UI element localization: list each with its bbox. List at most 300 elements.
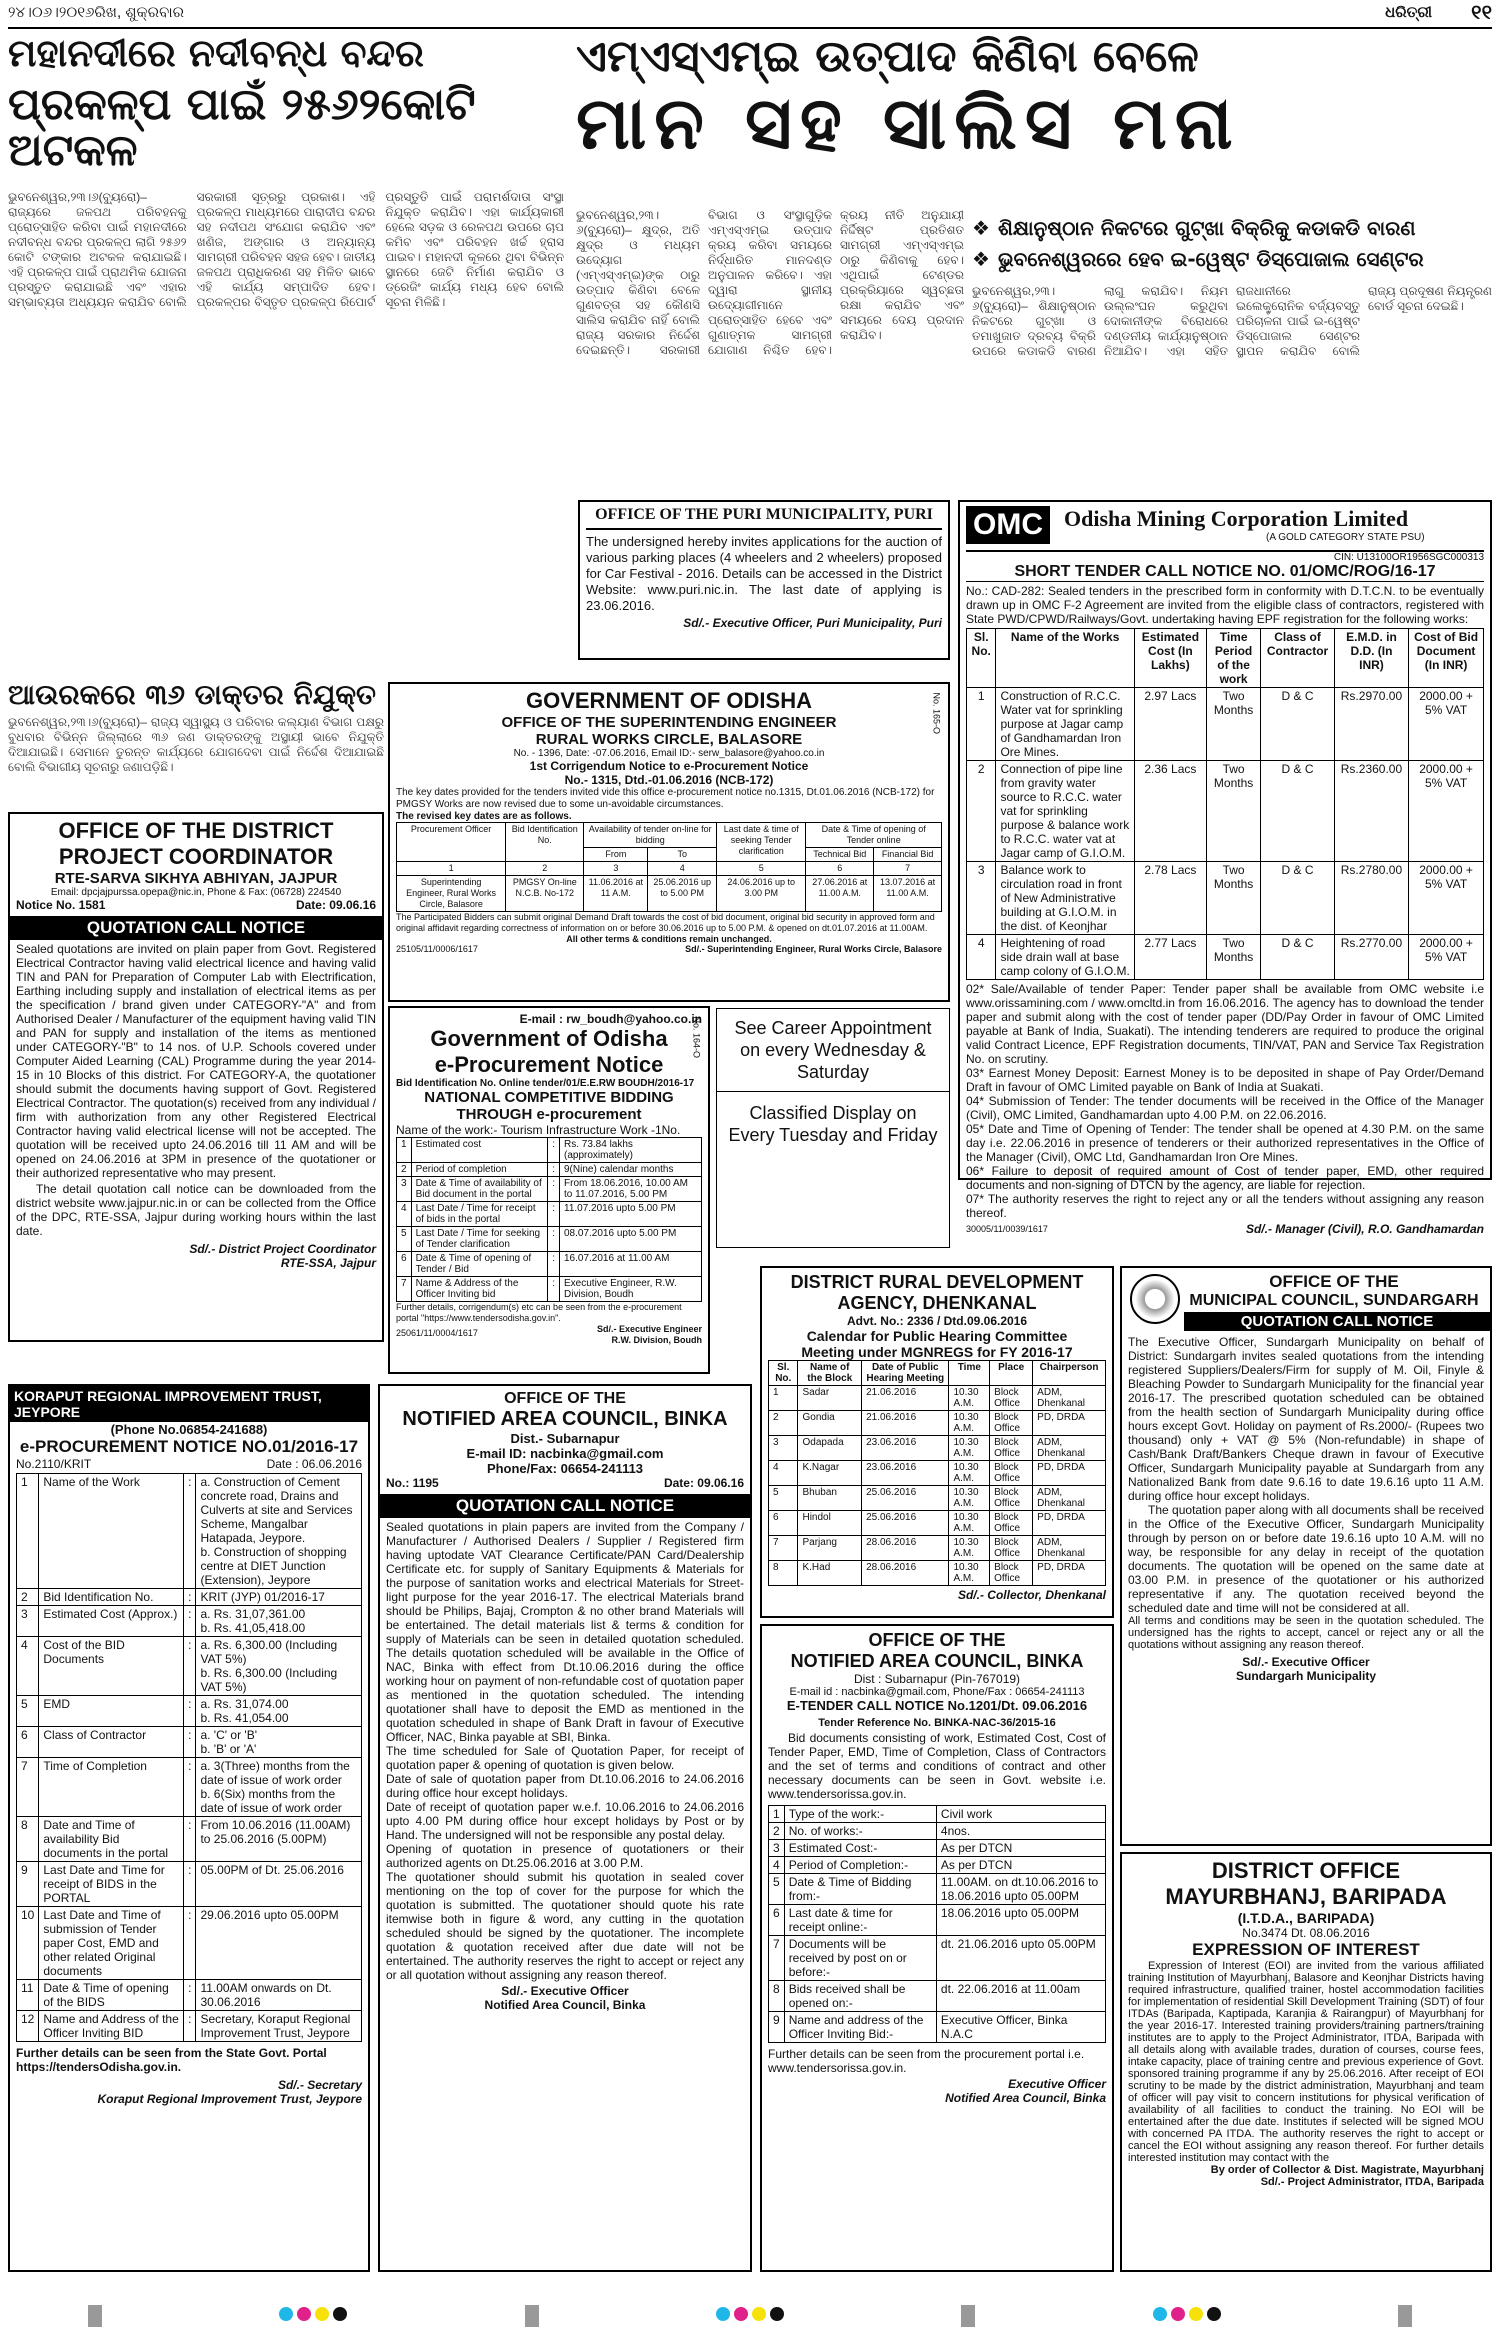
boudh-row — [397, 1138, 702, 1163]
drda-cell: Sadar — [798, 1386, 862, 1411]
koraput-cell: From 10.06.2016 (11.00AM) to 25.06.2016 (5.00PM) — [196, 1817, 362, 1862]
ad-ssa-jajpur — [8, 812, 384, 1342]
rwd-sub-1: OFFICE OF THE SUPERINTENDING ENGINEER — [501, 714, 837, 731]
koraput-foot: Further details can be seen from the State Govt. Portal https://tendersOdisha.gov.in. — [16, 2046, 327, 2074]
binka1-dist: Dist.- Subarnapur — [510, 1431, 620, 1446]
drda-row — [769, 1411, 1106, 1436]
koraput-cell: Name and Address of the Officer Inviting BID — [39, 2011, 184, 2042]
omc-row — [967, 688, 1484, 761]
drda-cell: Block Office — [990, 1536, 1033, 1561]
koraput-row — [17, 1474, 362, 1589]
gray-block-1 — [88, 2305, 102, 2327]
omc-cell: 1 — [967, 688, 996, 761]
omc-header: Name of the Works — [996, 629, 1134, 688]
boudh-cell: 16.07.2016 at 11.00 AM — [560, 1252, 702, 1277]
rwd-revised: The revised key dates are as follows. — [396, 811, 572, 822]
binka1-no: No.: 1195 — [386, 1476, 439, 1490]
story-doctors-headline: ଆଉରକରେ ୩୬ ଡାକ୍ତର ନିଯୁକ୍ତ — [8, 678, 377, 711]
binka1-phone: Phone/Fax: 06654-241113 — [486, 1461, 644, 1476]
drda-cal-1: Calendar for Public Hearing Committee — [806, 1328, 1068, 1344]
binka1-body-3: Date of sale of quotation paper from Dt.10.06.2016 to 24.06.2016 during office hour except holidays. — [386, 1772, 744, 1800]
binka2-notice: E-TENDER CALL NOTICE No.1201/Dt. 09.06.2016 — [786, 1698, 1088, 1713]
binka1-signature-1: Sd/.- Executive Officer — [501, 1984, 629, 1998]
boudh-cell: Rs. 73.84 lakhs (approximately) — [560, 1138, 702, 1163]
binka2-row — [769, 2012, 1106, 2043]
drda-cell: 1 — [769, 1386, 798, 1411]
omc-row — [967, 935, 1484, 980]
drda-table — [768, 1360, 1106, 1586]
boudh-row — [397, 1163, 702, 1177]
story-mahanadi — [8, 31, 564, 684]
drda-cell: Bhuban — [798, 1486, 862, 1511]
koraput-cell: 6 — [17, 1727, 39, 1758]
drda-advt: Advt. No.: 2336 / Dtd.09.06.2016 — [846, 1314, 1028, 1328]
koraput-cell: 2 — [17, 1589, 39, 1606]
koraput-cell: : — [184, 1474, 196, 1589]
koraput-cell: : — [184, 1696, 196, 1727]
omc-cell: D & C — [1261, 935, 1334, 980]
drda-cell: 10.30 A.M. — [949, 1436, 990, 1461]
koraput-cell: 8 — [17, 1817, 39, 1862]
omc-header: E.M.D. in D.D. (In INR) — [1334, 629, 1408, 688]
drda-cell: ADM, Dhenkanal — [1033, 1486, 1106, 1511]
koraput-row — [17, 1727, 362, 1758]
binka2-cell: dt. 21.06.2016 upto 05.00PM — [936, 1936, 1105, 1981]
binka1-body-5: Opening of quotation in presence of quotationers or their authorized agents on Dt.25.06.2016 at 3.00 P.M. — [386, 1842, 744, 1870]
rwd-h-4: Date & Time of opening of Tender online — [806, 823, 942, 848]
drda-cell: PD, DRDA — [1033, 1511, 1106, 1536]
color-swatch — [752, 2307, 766, 2321]
boudh-cell: 1 — [397, 1138, 412, 1163]
koraput-row — [17, 1907, 362, 1980]
rwd-cell: 13.07.2016 at 11.00 A.M. — [874, 876, 942, 912]
drda-row — [769, 1511, 1106, 1536]
boudh-row — [397, 1227, 702, 1252]
koraput-row — [17, 1980, 362, 2011]
koraput-cell: Last Date and Time for receipt of BIDS in the PORTAL — [39, 1862, 184, 1907]
story-mahanadi-headline-1: ମହାନଦୀରେ ନଦୀବନ୍ଧ ବନ୍ଦର — [8, 31, 424, 75]
boudh-cell: 3 — [397, 1177, 412, 1202]
rwd-cell: 25.06.2016 up to 5.00 PM — [648, 876, 717, 912]
koraput-cell: Class of Contractor — [39, 1727, 184, 1758]
omc-cell: D & C — [1261, 862, 1334, 935]
binka2-cell: Civil work — [936, 1806, 1105, 1823]
binka1-body-2: The time scheduled for Sale of Quotation Paper, for receipt of quotation paper & opening of quotation is given below. — [386, 1744, 744, 1772]
masthead-date: ୨୪।୦୬।୨୦୧୬ରିଖ, ଶୁକ୍ରବାର — [8, 4, 184, 21]
koraput-signature-1: Sd/.- Secretary — [277, 2078, 362, 2092]
ssa-body: Sealed quotations are invited on plain paper from Govt. Registered Electrical Contractor having valid electrical licence and having valid TIN and PAN for Preparation of Computer Lab with Electrification, Earthing including supply and installation of electrical items as per the specification / brand given under CATEGORY-"A" and from Authorised Dealer / Manufacturer of the equipment having valid TIN and PAN for supply and installation of the items as mentioned under CATEGORY-"B" to 14 nos. of U.P. Schools covered under Computer Aided Learning (CAL) Programme during the year 2014-15 in 10 Blocks of this district. For CATEGORY-A, the quotationer should submit the documents having support of Govt. Registered Electrical Contractor. The quotation(s) received from any individual / firm with authorization from any other Registered Electrical Contractor having valid electrical license will not be accepted. The quotation will be received upto 24.06.2016 till 11 AM and will be opened on 24.06.2016 at 3PM in presence of the quotationer or their authorized representative who may present. — [16, 942, 376, 1180]
koraput-row — [17, 1589, 362, 1606]
binka2-cell: 3 — [769, 1840, 785, 1857]
color-swatch — [1171, 2307, 1185, 2321]
koraput-cell: KRIT (JYP) 01/2016-17 — [196, 1589, 362, 1606]
binka2-cell: Bids received shall be opened on:- — [784, 1981, 936, 2012]
binka2-cell: As per DTCN — [936, 1840, 1105, 1857]
rwd-line: No. - 1396, Date: -07.06.2016, Email ID:- serw_balasore@yahoo.co.in — [513, 748, 825, 759]
binka2-cell: 11.00AM. on dt.10.06.2016 to 18.06.2016 upto 05.00PM — [936, 1874, 1105, 1905]
drda-row — [769, 1386, 1106, 1411]
story-msme-headline-2: ମାନ ସହ ସାଲିସ ମନା — [576, 81, 1241, 166]
drda-cell: 3 — [769, 1436, 798, 1461]
ssa-title-2: PROJECT COORDINATOR — [58, 844, 334, 869]
drda-header: Chairperson — [1033, 1361, 1106, 1386]
binka2-cell: 4nos. — [936, 1823, 1105, 1840]
binka2-title-2: NOTIFIED AREA COUNCIL, BINKA — [790, 1651, 1084, 1671]
boudh-signature-1: Sd/.- Executive Engineer — [596, 1324, 702, 1334]
boudh-cell: 4 — [397, 1202, 412, 1227]
drda-cell: 5 — [769, 1486, 798, 1511]
rwd-signature: Sd/.- Superintending Engineer, Rural Works Circle, Balasore — [685, 944, 942, 954]
binka2-signature-1: Executive Officer — [1008, 2077, 1106, 2091]
boudh-cell: 08.07.2016 upto 5.00 PM — [560, 1227, 702, 1252]
color-swatch — [1207, 2307, 1221, 2321]
drda-cell: 10.30 A.M. — [949, 1536, 990, 1561]
drda-cell: ADM, Dhenkanal — [1033, 1386, 1106, 1411]
koraput-cell: 11.00AM onwards on Dt. 30.06.2016 — [196, 1980, 362, 2011]
koraput-notice: e-PROCUREMENT NOTICE NO.01/2016-17 — [19, 1437, 359, 1456]
itda-no: No.3474 Dt. 08.06.2016 — [1242, 1926, 1370, 1940]
boudh-cell: : — [548, 1202, 560, 1227]
drda-cell: 10.30 A.M. — [949, 1511, 990, 1536]
drda-row — [769, 1486, 1106, 1511]
rwd-foot: The Participated Bidders can submit original Demand Draft towards the cost of bid document, original bid security in approved form and original affidavit regarding correctness of information on or before 30.06.2016 up to 5.00 P.M. & opened on dt.01.07.2016 at 11.00AM. — [396, 912, 935, 933]
koraput-cell: : — [184, 1727, 196, 1758]
sundargarh-body-2: The quotation paper along with all documents shall be received in the Office of the Executive Officer, Sundargarh Municipality through by person on or before date 19.6.16 upto 10 A.M. will no way, be responsible for any delay in receipt of the quotation documents. The quotation will be opened on the same date at 03.00 P.M. in presence of the quotationer or his authorized representative if any. The quotation received beyond the scheduled date and time will not be considered at all. — [1128, 1503, 1484, 1615]
omc-cell: 2.77 Lacs — [1134, 935, 1206, 980]
omc-cell: Rs.2360.00 — [1334, 761, 1408, 862]
binka1-signature-2: Notified Area Council, Binka — [484, 1998, 646, 2012]
story-msme-headline-1: ଏମ୍ଏସ୍ଏମ୍ଇ ଉତ୍ପାଦ କିଣିବା ବେଳେ — [576, 31, 1199, 82]
drda-cell: 25.06.2016 — [862, 1486, 949, 1511]
drda-cell: Block Office — [990, 1411, 1033, 1436]
binka2-row — [769, 1840, 1106, 1857]
koraput-cell: 9 — [17, 1862, 39, 1907]
binka2-row — [769, 1936, 1106, 1981]
rwd-col-number: 3 — [584, 862, 648, 876]
itda-signature-1: By order of Collector & Dist. Magistrate, Mayurbhanj — [1210, 2164, 1484, 2176]
koraput-cell: Bid Identification No. — [39, 1589, 184, 1606]
binka2-dist: Dist : Subarnapur (Pin-767019) — [853, 1672, 1021, 1686]
ssa-notice-no: Notice No. 1581 — [16, 898, 106, 912]
cmyk-dots-2 — [714, 2307, 786, 2326]
boudh-cell: From 18.06.2016, 10.00 AM to 11.07.2016, 5.00 PM — [560, 1177, 702, 1202]
sundargarh-body: The Executive Officer, Sundargarh Municipality on behalf of District: Sundargarh invites sealed quotations from the intending registered Suppliers/Dealers/Firm for supply of M. Oil, Finyle & Bleaching Powder to Sundargarh Municipality for the financial year 2016-17. The prescribed quotation scheduled can be obtained from the health section of Sundargarh Municipality during office hours except Govt. Holiday on payment of Rs.2000/- (Rupees two thousand) only + VAT @ 5% (Non-refundable) in shape of Cash/Bank Draft/Bankers Cheque drawn in favour of Executive Officer, Sundargarh Municipality payable at Sundargarh from any Nationalized Bank from date 9.6.16 to date 19.6.16 upto 11 A.M. during office hour except holidays. — [1128, 1335, 1484, 1503]
sundargarh-body-3: All terms and conditions may be seen in the quotation scheduled. The undersigned has the rights to accept, cancel or reject any or all the quotations without assigning any reason thereof. — [1128, 1615, 1484, 1651]
boudh-row — [397, 1252, 702, 1277]
koraput-cell: : — [184, 1980, 196, 2011]
color-swatch — [770, 2307, 784, 2321]
drda-cell: 8 — [769, 1561, 798, 1586]
cmyk-dots-1 — [277, 2307, 349, 2326]
drda-cell: 21.06.2016 — [862, 1411, 949, 1436]
omc-cell: Two Months — [1206, 761, 1260, 862]
drda-cell: 7 — [769, 1536, 798, 1561]
career-text-2: Classified Display on Every Tuesday and Friday — [728, 1103, 938, 1145]
koraput-cell: a. Construction of Cement concrete road, Drains and Culverts at site and Services Scheme, Mangalbar Hatapada, Jeypore. b. Construction of shopping centre at DIET Junction (Extension), Jeypore — [196, 1474, 362, 1589]
color-swatch — [1153, 2307, 1167, 2321]
drda-cell: 28.06.2016 — [862, 1561, 949, 1586]
color-swatch — [315, 2307, 329, 2321]
omc-cell: 2.97 Lacs — [1134, 688, 1206, 761]
drda-cell: K.Nagar — [798, 1461, 862, 1486]
drda-header: Time — [949, 1361, 990, 1386]
omc-cell: Construction of R.C.C. Water vat for sprinkling purpose at Jagar camp of Gandhamardan Iron Ore Mines. — [996, 688, 1134, 761]
koraput-cell: 05.00PM of Dt. 25.06.2016 — [196, 1862, 362, 1907]
koraput-phone: (Phone No.06854-241688) — [110, 1422, 268, 1437]
omc-cell: 2000.00 + 5% VAT — [1409, 935, 1484, 980]
koraput-cell: 7 — [17, 1758, 39, 1817]
koraput-cell: EMD — [39, 1696, 184, 1727]
koraput-row — [17, 1817, 362, 1862]
rwd-col-number: 1 — [397, 862, 506, 876]
koraput-cell: Cost of the BID Documents — [39, 1637, 184, 1696]
binka2-cell: 4 — [769, 1857, 785, 1874]
binka1-body: Sealed quotations in plain papers are invited from the Company / Manufacturer / Authorised Dealers / Supplier / Registered firm having uptodate VAT Clearance Certificate/PAN Card/Dealership Certificate etc. for supply of Sanitary Equipments & Materials for the purpose of sanitation works and electrical Materials for Street-light purpose for the year 2016-17. The electrical Materials brand should be Philips, Bajaj, Crompton & no other brand Materials will be entertained. The detail materials list & terms & condition for supply of Materials can be seen in detailed quotation scheduled. The details quotation scheduled will be available in the Office of NAC, Binka with effect from Dt.10.06.2016 during the office working hour on payment of non-refundable cost of quotation paper as mentioned in the quotation scheduled. The intending quotationer shall have to deposit the EMD as mentioned in the quotation scheduled in shape of Bank Draft in favour of Executive Officer, NAC, Binka payable at SBI, Binka. — [386, 1520, 744, 1744]
binka2-cell: 9 — [769, 2012, 785, 2043]
koraput-cell: : — [184, 1606, 196, 1637]
binka2-email: E-mail id : nacbinka@gmail.com, Phone/Fax : 06654-241113 — [789, 1686, 1085, 1698]
rwd-col-number: 2 — [506, 862, 584, 876]
binka2-cell: No. of works:- — [784, 1823, 936, 1840]
boudh-cell: : — [548, 1252, 560, 1277]
page-number: ୧୧ — [1471, 2, 1492, 24]
drda-cell: Block Office — [990, 1436, 1033, 1461]
omc-cell: Two Months — [1206, 862, 1260, 935]
koraput-cell: : — [184, 1817, 196, 1862]
omc-cell: Two Months — [1206, 935, 1260, 980]
boudh-cell: 9(Nine) calendar months — [560, 1163, 702, 1177]
boudh-cell: Name & Address of the Officer Inviting bid — [411, 1277, 548, 1302]
story-msme-text: ଭୁବନେଶ୍ୱର,୨୩।୬(ବ୍ୟୁରୋ)– କ୍ଷୁଦ୍ର, ଅତି କ୍ଷୁଦ୍ର ଓ ମଧ୍ୟମ ଉଦ୍ୟୋଗ (ଏମ୍ଏସ୍ଏମ୍ଇ)ଙ୍କ ଠାରୁ ଉତ୍ପାଦ କିଣିବା ବେଳେ ଗୁଣବତ୍ତା ସହ କୌଣସି ସାଲିସ କରାଯିବ ନାହିଁ ବୋଲି ରାଜ୍ୟ ସରକାର ନିର୍ଦ୍ଦେଶ ଦେଇଛନ୍ତି। ସରକାରୀ ବିଭାଗ ଓ ସଂସ୍ଥାଗୁଡ଼ିକ ଏମ୍ଏସ୍ଏମ୍ଇ ଉତ୍ପାଦ କ୍ରୟ କରିବା ସମୟରେ ନିର୍ଦ୍ଧାରିତ ମାନଦଣ୍ଡ ଅନୁପାଳନ କରିବେ। ଏହା ଦ୍ୱାରା ସ୍ଥାନୀୟ ଉଦ୍ୟୋଗୀମାନେ ପ୍ରୋତ୍ସାହିତ ହେବେ ଏବଂ ଗୁଣାତ୍ମକ ସାମଗ୍ରୀ ଯୋଗାଣ ନିଶ୍ଚିତ ହେବ। କ୍ରୟ ନୀତି ଅନୁଯାୟୀ ନିର୍ଦ୍ଦିଷ୍ଟ ପ୍ରତିଶତ ସାମଗ୍ରୀ ଏମ୍ଏସ୍ଏମ୍ଇ ଠାରୁ କିଣିବାକୁ ହେବ। ଏଥିପାଇଁ ଟେଣ୍ଡର ପ୍ରକ୍ରିୟାରେ ସ୍ୱଚ୍ଛତା ରକ୍ଷା କରାଯିବ ଏବଂ ସମୟରେ ଦେୟ ପ୍ରଦାନ କରାଯିବ। — [576, 208, 964, 357]
drda-cell: 10.30 A.M. — [949, 1461, 990, 1486]
binka2-row — [769, 1857, 1106, 1874]
drda-cell: 6 — [769, 1511, 798, 1536]
rwd-sh-0: From — [584, 848, 648, 862]
masthead — [8, 4, 1492, 26]
rwd-cell: 27.06.2016 at 11.00 A.M. — [806, 876, 874, 912]
koraput-row — [17, 1862, 362, 1907]
cmyk-dots-3 — [1151, 2307, 1223, 2326]
sundargarh-signature-1: Sd/.- Executive Officer — [1242, 1655, 1370, 1669]
koraput-signature-2: Koraput Regional Improvement Trust, Jeypore — [97, 2092, 362, 2106]
omc-note: 03* Earnest Money Deposit: Earnest Money is to be deposited in shape of Pay Order/Demand Draft in favour of OMC Limited payable on Bank of India at Suakati. — [966, 1066, 1484, 1094]
drda-header: Name of the Block — [798, 1361, 862, 1386]
koraput-cell: Last Date and Time of submission of Tender paper Cost, EMD and other related Original documents — [39, 1907, 184, 1980]
binka2-row — [769, 1806, 1106, 1823]
career-box — [716, 1008, 950, 1248]
ssa-signature-2: RTE-SSA, Jajpur — [280, 1256, 376, 1270]
ad-puri-title: OFFICE OF THE PURI MUNICIPALITY, PURI — [586, 506, 942, 530]
binka2-cell: 2 — [769, 1823, 785, 1840]
story-doctors-text: ଭୁବନେଶ୍ୱର,୨୩।୬(ବ୍ୟୁରୋ)– ରାଜ୍ୟ ସ୍ୱାସ୍ଥ୍ୟ ଓ ପରିବାର କଲ୍ୟାଣ ବିଭାଗ ପକ୍ଷରୁ ବୁଧବାର ବିଭିନ୍ନ ଜିଲ୍ଲାରେ ୩୬ ଜଣ ଡାକ୍ତରଙ୍କୁ ଅସ୍ଥାୟୀ ଭାବେ ନିଯୁକ୍ତି ଦିଆଯାଇଛି। ସେମାନେ ତୁରନ୍ତ କାର୍ଯ୍ୟରେ ଯୋଗଦେବା ପାଇଁ ନିର୍ଦ୍ଦେଶ ଦିଆଯାଇଛି ବୋଲି ବିଭାଗୀୟ ସୂଚନାରୁ ଜଣାପଡ଼ିଛି। — [8, 715, 384, 775]
koraput-cell: Date and Time of availability Bid documents in the portal — [39, 1817, 184, 1862]
itda-title-1: DISTRICT OFFICE — [1211, 1858, 1401, 1883]
ad-puri-signature: Sd/.- Executive Officer, Puri Municipality, Puri — [683, 616, 942, 630]
omc-cell: Rs.2970.00 — [1334, 688, 1408, 761]
drda-row — [769, 1461, 1106, 1486]
omc-header: Time Period of the work — [1206, 629, 1260, 688]
story-gutkha-bullet-1: ❖ ଶିକ୍ଷାନୁଷ୍ଠାନ ନିକଟରେ ଗୁଟ୍ଖା ବିକ୍ରିକୁ କଡାକଡି ବାରଣ — [972, 218, 1492, 239]
ssa-date: Date: 09.06.16 — [295, 898, 376, 912]
binka1-title-2: NOTIFIED AREA COUNCIL, BINKA — [402, 1408, 728, 1430]
koraput-cell: : — [184, 1758, 196, 1817]
boudh-side-no: No. 164-O — [692, 1016, 702, 1058]
koraput-cell: : — [184, 1862, 196, 1907]
drda-row — [769, 1436, 1106, 1461]
koraput-date: Date : 06.06.2016 — [266, 1457, 362, 1471]
binka2-row — [769, 1874, 1106, 1905]
story-doctors — [8, 680, 384, 800]
omc-cell: 2000.00 + 5% VAT — [1409, 688, 1484, 761]
print-registration-bar — [0, 2300, 1500, 2333]
binka2-row — [769, 1905, 1106, 1936]
boudh-cell: Date & Time of availability of Bid document in the portal — [411, 1177, 548, 1202]
drda-cell: K.Had — [798, 1561, 862, 1586]
rwd-table — [396, 822, 942, 912]
binka2-cell: 8 — [769, 1981, 785, 2012]
omc-cell: 2000.00 + 5% VAT — [1409, 761, 1484, 862]
drda-cell: Gondia — [798, 1411, 862, 1436]
rwd-col-number: 7 — [874, 862, 942, 876]
rwd-title: GOVERNMENT OF ODISHA — [525, 688, 812, 713]
omc-notes — [966, 982, 1484, 1220]
omc-cell: Balance work to circulation road in front of New Administrative building at G.I.O.M. in the dist. of Keonjhar — [996, 862, 1134, 935]
drda-cell: 23.06.2016 — [862, 1436, 949, 1461]
omc-note: 04* Submission of Tender: The tender documents will be received in the Office of the Manager (Civil), OMC Limited, Gandhamardan upto 4.00 P.M. on 22.06.2016. — [966, 1094, 1484, 1122]
omc-subtitle: (A GOLD CATEGORY STATE PSU) — [1266, 532, 1425, 543]
koraput-title: KORAPUT REGIONAL IMPROVEMENT TRUST, JEYPORE — [10, 1386, 368, 1422]
rwd-desc: The key dates provided for the tenders invited vide this office e-procurement notice no.1315, Dt.01.06.2016 (NCB-172) for PMGSY Works are now revised due to some un-avoidable circumstances. — [396, 787, 935, 810]
binka2-cell: As per DTCN — [936, 1857, 1105, 1874]
rwd-no: No.- 1315, Dtd.-01.06.2016 (NCB-172) — [564, 773, 774, 787]
omc-note: 07* The authority reserves the right to reject any or all the tenders without assigning any reason thereof. — [966, 1192, 1484, 1220]
omc-cell: D & C — [1261, 688, 1334, 761]
boudh-cell: 2 — [397, 1163, 412, 1177]
omc-cell: 2000.00 + 5% VAT — [1409, 862, 1484, 935]
omc-header: Sl. No. — [967, 629, 996, 688]
omc-cell: Two Months — [1206, 688, 1260, 761]
boudh-cell: 6 — [397, 1252, 412, 1277]
color-swatch — [333, 2307, 347, 2321]
binka2-cell: Documents will be received by post on or before:- — [784, 1936, 936, 1981]
rwd-cell: Superintending Engineer, Rural Works Circle, Balasore — [397, 876, 506, 912]
rwd-h-0: Procurement Officer — [397, 823, 506, 862]
boudh-email: E-mail : rw_boudh@yahoo.co.in — [519, 1012, 702, 1026]
omc-cell: Rs.2780.00 — [1334, 862, 1408, 935]
ad-puri-municipality — [578, 500, 950, 660]
masthead-paper: ଧରିତ୍ରୀ — [1385, 4, 1432, 21]
omc-cell: 4 — [967, 935, 996, 980]
drda-cell: 2 — [769, 1411, 798, 1436]
koraput-cell: a. 3(Three) months from the date of issue of work order b. 6(Six) months from the date of issue of work order — [196, 1758, 362, 1817]
koraput-cell: 10 — [17, 1907, 39, 1980]
sundargarh-signature-2: Sundargarh Municipality — [1235, 1669, 1376, 1683]
omc-cell: 2.36 Lacs — [1134, 761, 1206, 862]
boudh-cell: Date & Time of opening of Tender / Bid — [411, 1252, 548, 1277]
koraput-cell: 3 — [17, 1606, 39, 1637]
rwd-cell: PMGSY On-line N.C.B. No-172 — [506, 876, 584, 912]
omc-note: 06* Failure to deposit of required amount of Cost of tender paper, EMD, other required documents and non-signing of DTCN by the agency, are liable for rejection. — [966, 1164, 1484, 1192]
drda-title-1: DISTRICT RURAL DEVELOPMENT — [790, 1272, 1084, 1292]
omc-cell: 2 — [967, 761, 996, 862]
story-mahanadi-text: ଭୁବନେଶ୍ୱର,୨୩।୬(ବ୍ୟୁରୋ)– ରାଜ୍ୟରେ ଜଳପଥ ପରିବହନକୁ ପ୍ରୋତ୍ସାହିତ କରିବା ପାଇଁ ମହାନଦୀରେ ନଦୀବନ୍ଧ ବନ୍ଦର ପ୍ରକଳ୍ପ ଲାଗି ୨୫୬୨ କୋଟି ଟଙ୍କାର ଅଟକଳ କରାଯାଇଛି। ଏହି ପ୍ରକଳ୍ପ ପାଇଁ ପ୍ରାଥମିକ ଯୋଜନା ପ୍ରସ୍ତୁତ କରାଯାଇଛି ଏବଂ ଏହାର ସମ୍ଭାବ୍ୟତା ଅଧ୍ୟୟନ କରାଯିବ ବୋଲି ସରକାରୀ ସୂତ୍ରରୁ ପ୍ରକାଶ। ଏହି ପ୍ରକଳ୍ପ ମାଧ୍ୟମରେ ପାରାଦୀପ ବନ୍ଦର ସହ ନଦୀପଥ ସଂଯୋଗ କରାଯିବ ଏବଂ ଖଣିଜ, ଅଙ୍ଗାର ଓ ଅନ୍ୟାନ୍ୟ ସାମଗ୍ରୀ ପରିବହନ ସହଜ ହେବ। ଜାତୀୟ ଜଳପଥ ପ୍ରାଧିକରଣ ସହ ମିଳିତ ଭାବେ ଏହି କାର୍ଯ୍ୟ ସମ୍ପାଦିତ ହେବ। ପ୍ରକଳ୍ପର ବିସ୍ତୃତ ପ୍ରକଳ୍ପ ରିପୋର୍ଟ ପ୍ରସ୍ତୁତି ପାଇଁ ପରାମର୍ଶଦାତା ସଂସ୍ଥା ନିଯୁକ୍ତ କରାଯିବ। ଏହା କାର୍ଯ୍ୟକାରୀ ହେଲେ ସଡ଼କ ଓ ରେଳପଥ ଉପରେ ଚାପ କମିବ ଏବଂ ପରିବହନ ଖର୍ଚ୍ଚ ହ୍ରାସ ପାଇବ। ମହାନଦୀ କୂଳରେ ଥିବା ବିଭିନ୍ନ ସ୍ଥାନରେ ଜେଟି ନିର୍ମାଣ କରାଯିବ ଓ ଡ୍ରେଜିଂ କାର୍ଯ୍ୟ ମଧ୍ୟ ହେବ ବୋଲି ସୂଚନା ମିଳିଛି। — [8, 190, 564, 310]
drda-cell: 23.06.2016 — [862, 1461, 949, 1486]
omc-title: SHORT TENDER CALL NOTICE NO. 01/OMC/ROG/16-17 — [966, 563, 1484, 582]
itda-eoi: EXPRESSION OF INTEREST — [1192, 1940, 1420, 1959]
koraput-cell: : — [184, 1907, 196, 1980]
binka1-title-1: OFFICE OF THE — [504, 1390, 626, 1407]
boudh-row — [397, 1277, 702, 1302]
rwd-sub-2: RURAL WORKS CIRCLE, BALASORE — [535, 731, 803, 748]
boudh-cell: 5 — [397, 1227, 412, 1252]
drda-cell: PD, DRDA — [1033, 1561, 1106, 1586]
drda-cell: 10.30 A.M. — [949, 1486, 990, 1511]
omc-row — [967, 761, 1484, 862]
ad-omc — [958, 500, 1492, 1236]
boudh-ncb-1: NATIONAL COMPETITIVE BIDDING — [424, 1089, 674, 1106]
binka2-table — [768, 1805, 1106, 2043]
boudh-cell: Last Date / Time for receipt of bids in the portal — [411, 1202, 548, 1227]
boudh-row — [397, 1202, 702, 1227]
binka2-ref: Tender Reference No. BINKA-NAC-36/2015-16 — [818, 1717, 1056, 1729]
drda-cell: Block Office — [990, 1561, 1033, 1586]
binka1-banner: QUOTATION CALL NOTICE — [380, 1494, 750, 1518]
koraput-row — [17, 1637, 362, 1696]
drda-row — [769, 1536, 1106, 1561]
boudh-cell: Last Date / Time for seeking of Tender clarification — [411, 1227, 548, 1252]
koraput-cell: a. Rs. 31,07,361.00 b. Rs. 41,05,418.00 — [196, 1606, 362, 1637]
koraput-cell: : — [184, 1589, 196, 1606]
ssa-email: Email: dpcjajpurssa.opepa@nic.in, Phone & Fax: (06728) 224540 — [50, 887, 342, 898]
binka2-cell: Period of Completion:- — [784, 1857, 936, 1874]
koraput-row — [17, 1696, 362, 1727]
binka2-body: Bid documents consisting of work, Estimated Cost, Cost of Tender Paper, EMD, Time of Completion, Class of Contractors and the set of terms and conditions of contract and other necessary documents can be seen in Govt. website i.e. www.tendersorissa.gov.in. — [768, 1731, 1106, 1801]
story-mahanadi-headline-2: ପ୍ରକଳ୍ପ ପାଇଁ ୨୫୬୨କୋଟି ଅଟକଳ — [8, 78, 476, 177]
career-text-1: See Career Appointment on every Wednesday & Saturday — [717, 1009, 949, 1092]
binka2-cell: 5 — [769, 1874, 785, 1905]
drda-cell: 28.06.2016 — [862, 1536, 949, 1561]
koraput-cell: Date & Time of opening of the BIDS — [39, 1980, 184, 2011]
drda-title-2: AGENCY, DHENKANAL — [837, 1293, 1037, 1313]
binka2-row — [769, 1981, 1106, 2012]
drda-signature: Sd/.- Collector, Dhenkanal — [957, 1588, 1106, 1602]
boudh-cell: 11.07.2016 upto 5.00 PM — [560, 1202, 702, 1227]
binka2-cell: 1 — [769, 1806, 785, 1823]
omc-cell: Connection of pipe line from gravity water source to R.C.C. water vat for sprinkling purpose & balance work to R.C.C. water vat at Jagar camp of G.I.O.M. — [996, 761, 1134, 862]
drda-cell: PD, DRDA — [1033, 1411, 1106, 1436]
rwd-sh-3: Financial Bid — [874, 848, 942, 862]
koraput-cell: 29.06.2016 upto 05.00PM — [196, 1907, 362, 1980]
itda-sub: (I.T.D.A., BARIPADA) — [1237, 1910, 1375, 1926]
ad-puri-body: The undersigned hereby invites applications for the auction of various parking places (4 wheelers and 2 wheelers) proposed for Car Festival - 2016. Details can be accessed in the District Website: www.puri.nic.in. The last date of applying is 23.06.2016. — [586, 534, 942, 613]
ad-boudh-eprocurement — [388, 1006, 710, 1374]
story-gutkha-text: ଭୁବନେଶ୍ୱର,୨୩।୬(ବ୍ୟୁରୋ)– ଶିକ୍ଷାନୁଷ୍ଠାନ ନିକଟରେ ଗୁଟ୍ଖା ଓ ତମାଖୁଜାତ ଦ୍ରବ୍ୟ ବିକ୍ରି ଉପରେ କଡାକଡି ବାରଣ ଲାଗୁ କରାଯିବ। ନିୟମ ଉଲ୍ଲଂଘନ କରୁଥିବା ଦୋକାନୀଙ୍କ ବିରୋଧରେ ଦଣ୍ଡନୀୟ କାର୍ଯ୍ୟାନୁଷ୍ଠାନ ନିଆଯିବ। ଏହା ସହିତ ରାଜଧାନୀରେ ଇଲେକ୍ଟ୍ରୋନିକ ବର୍ଜ୍ୟବସ୍ତୁ ପରିଚାଳନା ପାଇଁ ଇ-ୱେଷ୍ଟ ଡିସ୍ପୋଜାଲ ସେଣ୍ଟର ସ୍ଥାପନ କରାଯିବ ବୋଲି ରାଜ୍ୟ ପ୍ରଦୂଷଣ ନିୟନ୍ତ୍ରଣ ବୋର୍ଡ ସୂଚନା ଦେଇଛି। — [972, 284, 1492, 358]
boudh-cell: : — [548, 1163, 560, 1177]
color-swatch — [279, 2307, 293, 2321]
rwd-sh-2: Technical Bid — [806, 848, 874, 862]
sundargarh-banner: QUOTATION CALL NOTICE — [1184, 1312, 1490, 1331]
ad-binka-quotation — [378, 1384, 752, 2272]
koraput-cell: a. 'C' or 'B' b. 'B' or 'A' — [196, 1727, 362, 1758]
boudh-cell: : — [548, 1177, 560, 1202]
rwd-col-number: 5 — [717, 862, 806, 876]
boudh-foot: Further details, corrigendum(s) etc can be seen from the e-procurement portal "https://www.tendersodisha.gov.in". — [396, 1302, 682, 1323]
boudh-signature-2: R.W. Division, Boudh — [611, 1335, 702, 1345]
koraput-cell: 11 — [17, 1980, 39, 2011]
rwd-cell: 11.06.2016 at 11 A.M. — [584, 876, 648, 912]
drda-cell: Block Office — [990, 1386, 1033, 1411]
ssa-title-1: OFFICE OF THE DISTRICT — [58, 818, 334, 843]
